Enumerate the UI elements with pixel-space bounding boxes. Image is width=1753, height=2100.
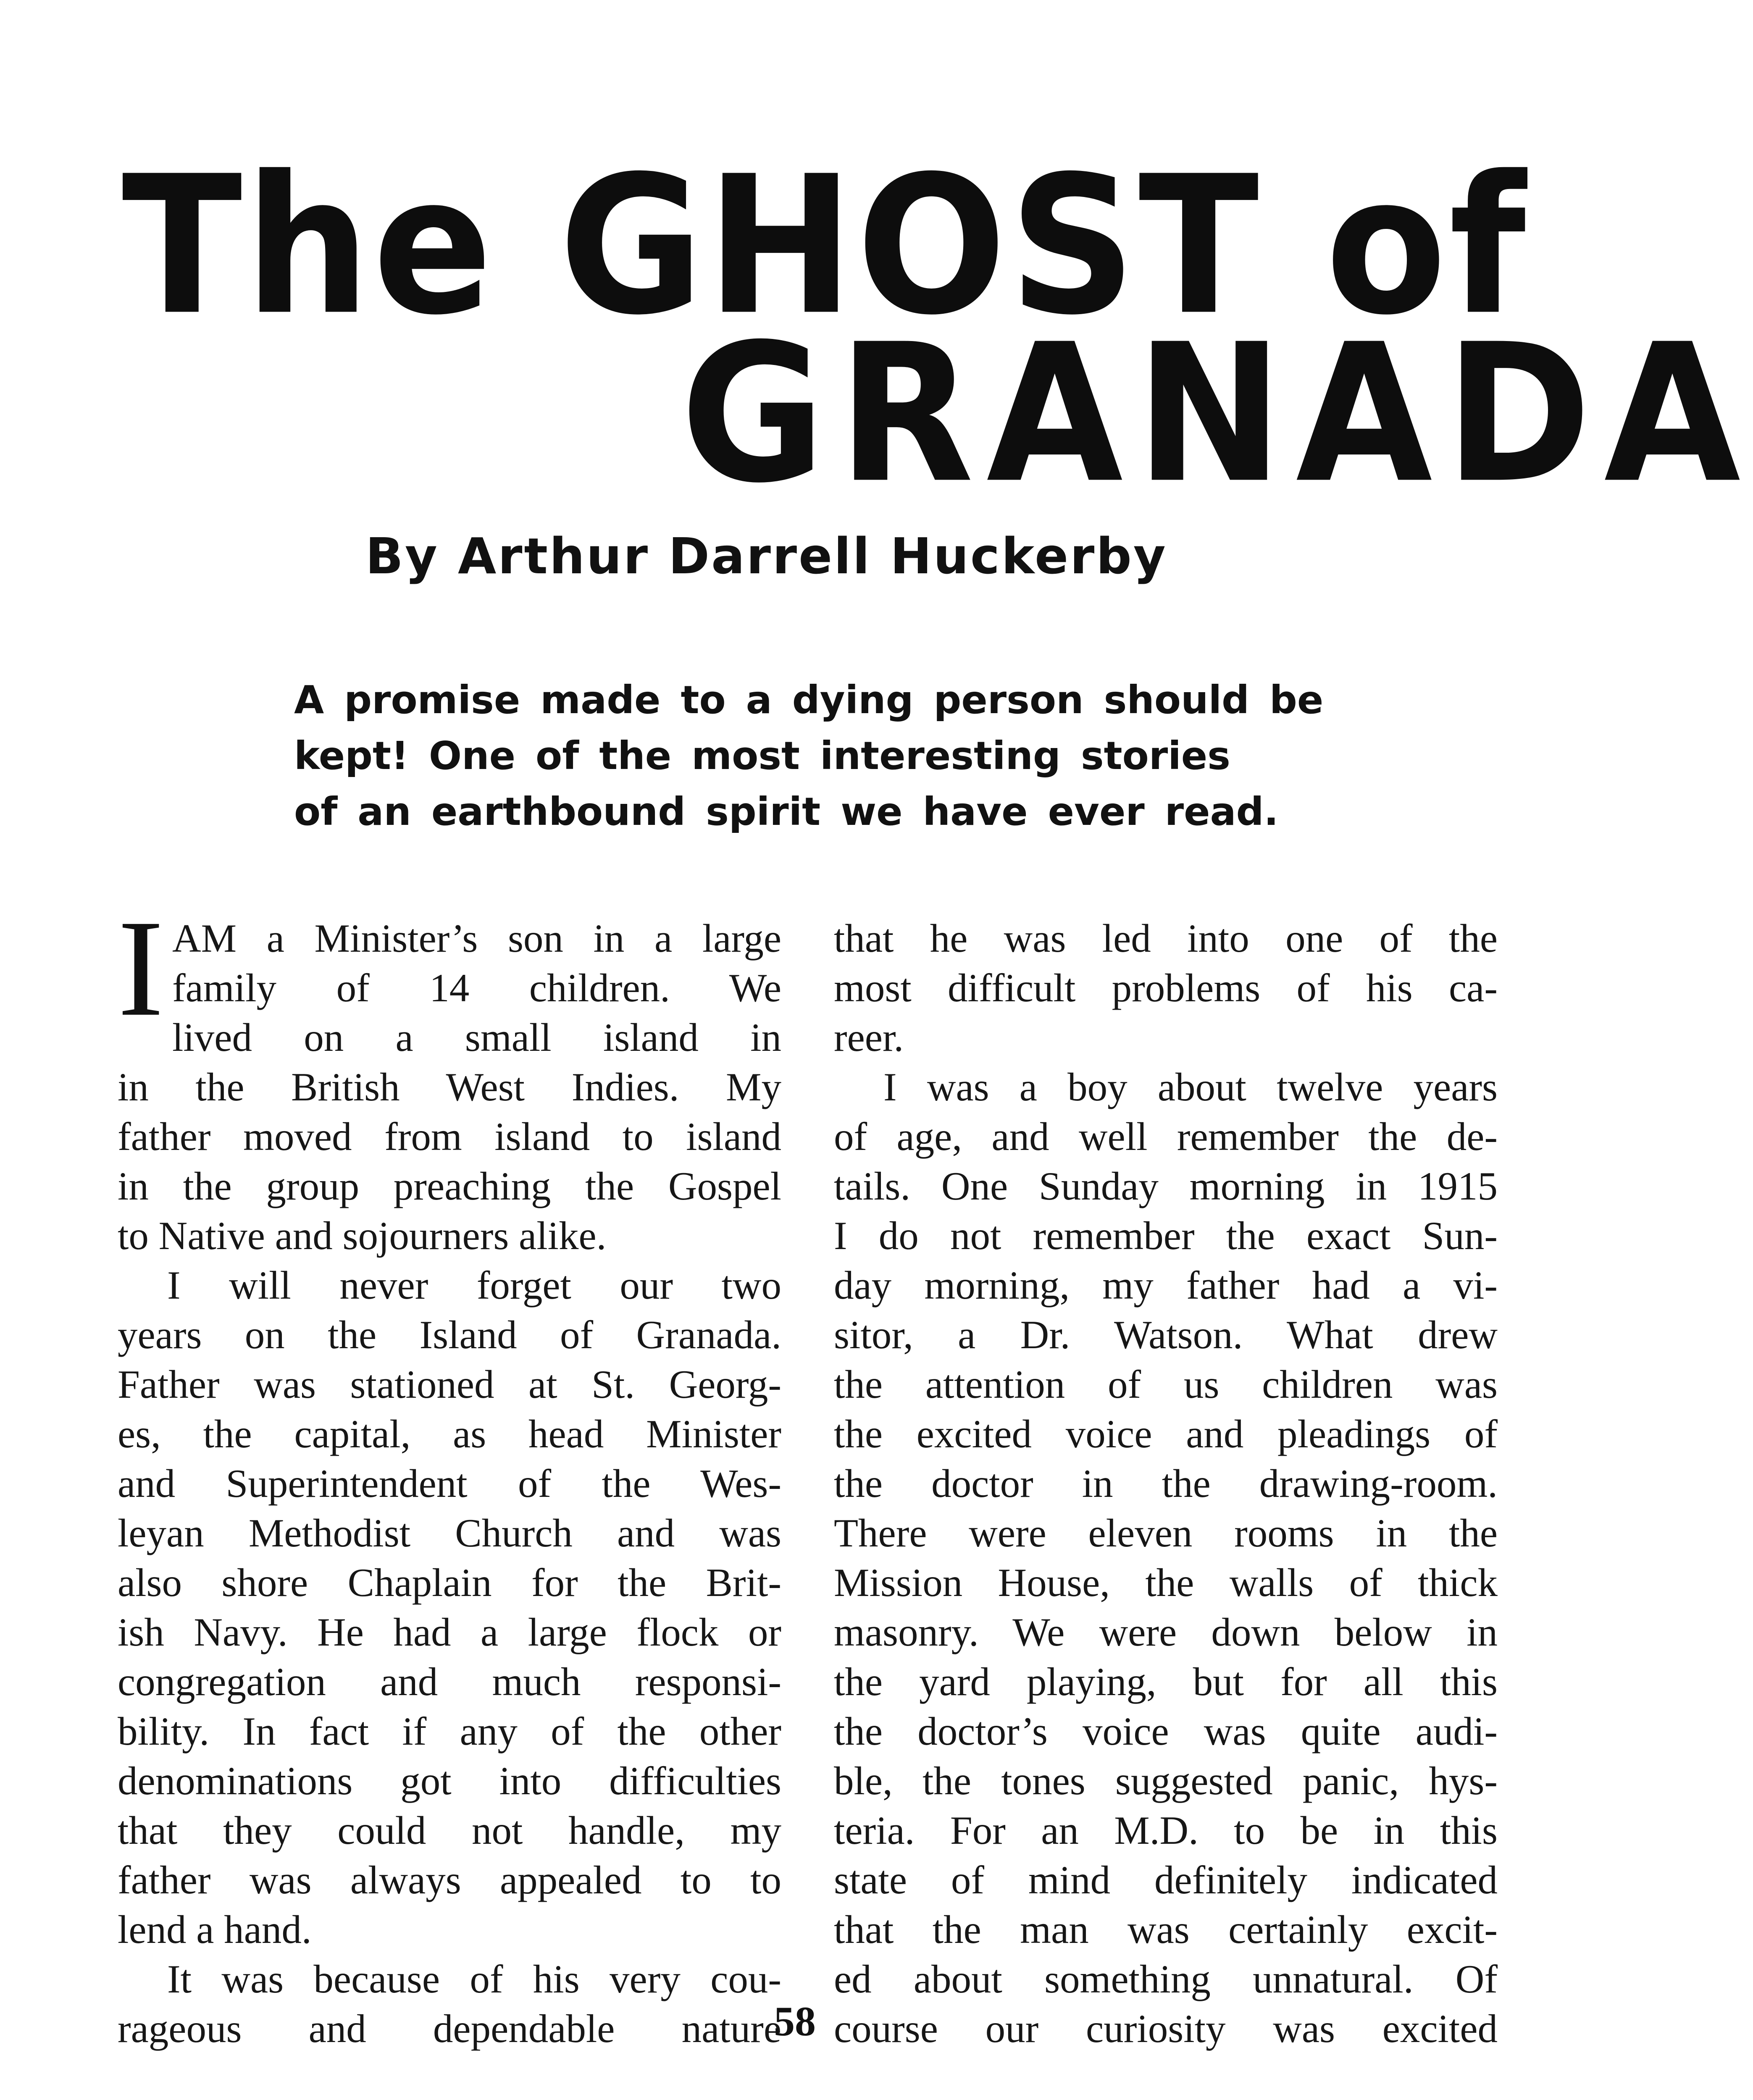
- text-line: of age, and well remember the de-: [834, 1114, 1498, 1159]
- text-line: ish Navy. He had a large flock or: [118, 1610, 781, 1654]
- text-line: that he was led into one of the: [834, 916, 1498, 961]
- text-line: There were eleven rooms in the: [834, 1511, 1498, 1555]
- text-line: ed about something unnatural. Of: [834, 1957, 1498, 2001]
- text-line: Mission House, the walls of thick: [834, 1560, 1498, 1605]
- text-line: state of mind definitely indicated: [834, 1858, 1498, 1902]
- text-line: rageous and dependable nature: [118, 2006, 781, 2051]
- deck-line: A promise made to a dying person should be: [294, 677, 1324, 722]
- text-line: day morning, my father had a vi-: [834, 1263, 1498, 1307]
- text-line: lend a hand.: [118, 1907, 312, 1952]
- text-line: AM a Minister’s son in a large: [172, 916, 781, 961]
- body-column-left: [118, 892, 781, 2053]
- text-line: father moved from island to island: [118, 1114, 781, 1159]
- opening-paragraph: [118, 892, 781, 1062]
- text-line: teria. For an M.D. to be in this: [834, 1808, 1498, 1853]
- text-line: I was a boy about twelve years: [883, 1065, 1498, 1109]
- text-line: the doctor’s voice was quite audi-: [834, 1709, 1498, 1754]
- byline: By Arthur Darrell Huckerby: [365, 527, 1167, 585]
- text-line: ble, the tones suggested panic, hys-: [834, 1759, 1498, 1803]
- text-line: lived on a small island in: [172, 1015, 781, 1060]
- text-line: family of 14 children. We: [172, 966, 781, 1010]
- text-line: sitor, a Dr. Watson. What drew: [834, 1312, 1498, 1357]
- text-line: tails. One Sunday morning in 1915: [834, 1164, 1498, 1208]
- text-line: the attention of us children was: [834, 1362, 1498, 1407]
- text-line: leyan Methodist Church and was: [118, 1511, 781, 1555]
- text-line: es, the capital, as head Minister: [118, 1412, 781, 1456]
- text-line: in the British West Indies. My: [118, 1065, 781, 1109]
- text-line: most difficult problems of his ca-: [834, 966, 1498, 1010]
- text-line: Father was stationed at St. Georg-: [118, 1362, 781, 1407]
- text-line: masonry. We were down below in: [834, 1610, 1498, 1654]
- text-line: and Superintendent of the Wes-: [118, 1461, 781, 1506]
- text-line: I do not remember the exact Sun-: [834, 1213, 1498, 1258]
- text-line: in the group preaching the Gospel: [118, 1164, 781, 1208]
- text-line: years on the Island of Granada.: [118, 1312, 781, 1357]
- text-line: that they could not handle, my: [118, 1808, 781, 1853]
- text-line: that the man was certainly excit-: [834, 1907, 1498, 1952]
- article-title-line-1: The GHOST of: [122, 135, 1529, 357]
- article-deck: [294, 672, 1336, 840]
- article-title-line-2: GRANADA: [681, 303, 1753, 525]
- drop-cap: I: [118, 892, 164, 1045]
- text-line: It was because of his very cou-: [167, 1957, 781, 2001]
- text-line: father was always appealed to to: [118, 1858, 781, 1902]
- deck-line: kept! One of the most interesting stories: [294, 733, 1230, 778]
- body-column-right: [834, 914, 1498, 2053]
- text-line: reer.: [834, 1015, 904, 1060]
- text-line: the excited voice and pleadings of: [834, 1412, 1498, 1456]
- text-line: congregation and much responsi-: [118, 1659, 781, 1704]
- text-line: the yard playing, but for all this: [834, 1659, 1498, 1704]
- deck-line: of an earthbound spirit we have ever read.: [294, 789, 1279, 834]
- text-line: also shore Chaplain for the Brit-: [118, 1560, 781, 1605]
- text-line: to Native and sojourners alike.: [118, 1213, 607, 1258]
- text-line: the doctor in the drawing-room.: [834, 1461, 1498, 1506]
- text-line: bility. In fact if any of the other: [118, 1709, 781, 1754]
- text-line: I will never forget our two: [167, 1263, 781, 1307]
- text-line: denominations got into difficulties: [118, 1759, 781, 1803]
- page-number: 58: [774, 1998, 816, 2045]
- text-line: course our curiosity was excited: [834, 2006, 1498, 2051]
